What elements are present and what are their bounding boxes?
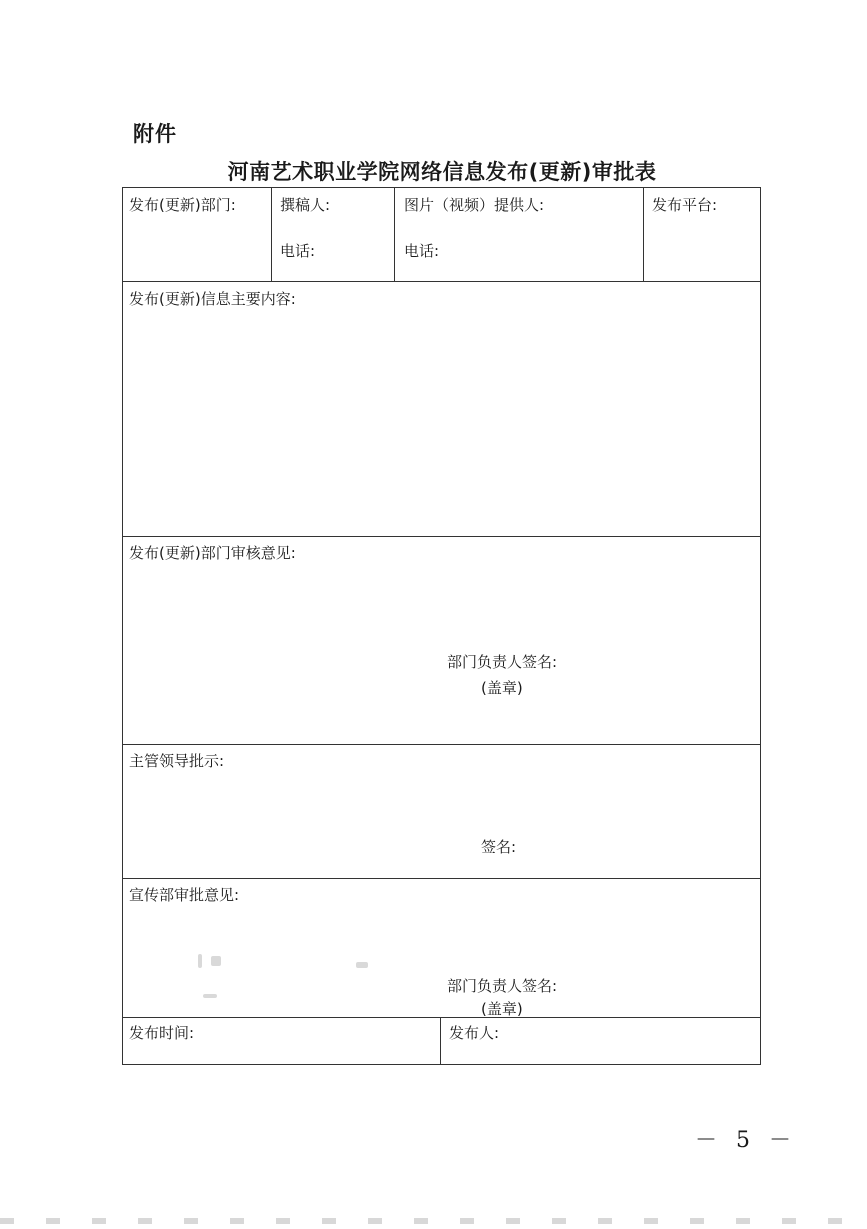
publisher-label: 发布人: — [449, 1024, 500, 1042]
department-label: 发布(更新)部门: — [129, 196, 236, 214]
row-divider-2 — [123, 536, 760, 537]
dept-review-signature-label: 部门负责人签名: — [447, 653, 558, 671]
col-divider-1 — [271, 188, 272, 281]
scan-smudge — [203, 994, 217, 998]
col-divider-last-row — [440, 1017, 441, 1064]
row-divider-5 — [123, 1017, 760, 1018]
dept-review-label: 发布(更新)部门审核意见: — [129, 544, 296, 562]
scan-edge-artifact — [0, 1218, 867, 1224]
col-divider-3 — [643, 188, 644, 281]
writer-phone-label: 电话: — [280, 242, 316, 260]
publish-time-label: 发布时间: — [129, 1024, 195, 1042]
page-number: － 5 － — [695, 1128, 797, 1153]
publicity-seal-label: (盖章) — [481, 1000, 523, 1018]
content-label: 发布(更新)信息主要内容: — [129, 290, 296, 308]
col-divider-2 — [394, 188, 395, 281]
provider-label: 图片（视频）提供人: — [404, 196, 545, 214]
scan-smudge — [211, 956, 221, 966]
row-divider-1 — [123, 281, 760, 282]
writer-label: 撰稿人: — [280, 196, 331, 214]
leader-instruction-label: 主管领导批示: — [129, 752, 225, 770]
publicity-signature-label: 部门负责人签名: — [447, 977, 558, 995]
dept-review-seal-label: (盖章) — [481, 679, 523, 697]
form-title: 河南艺术职业学院网络信息发布(更新)审批表 — [227, 160, 657, 184]
leader-signature-label: 签名: — [481, 838, 517, 856]
publicity-review-label: 宣传部审批意见: — [129, 886, 240, 904]
platform-label: 发布平台: — [652, 196, 718, 214]
scan-smudge — [356, 962, 368, 968]
provider-phone-label: 电话: — [404, 242, 440, 260]
attachment-label: 附件 — [133, 122, 177, 146]
row-divider-3 — [123, 744, 760, 745]
approval-form-table — [122, 187, 761, 1065]
row-divider-4 — [123, 878, 760, 879]
scan-smudge — [198, 954, 202, 968]
